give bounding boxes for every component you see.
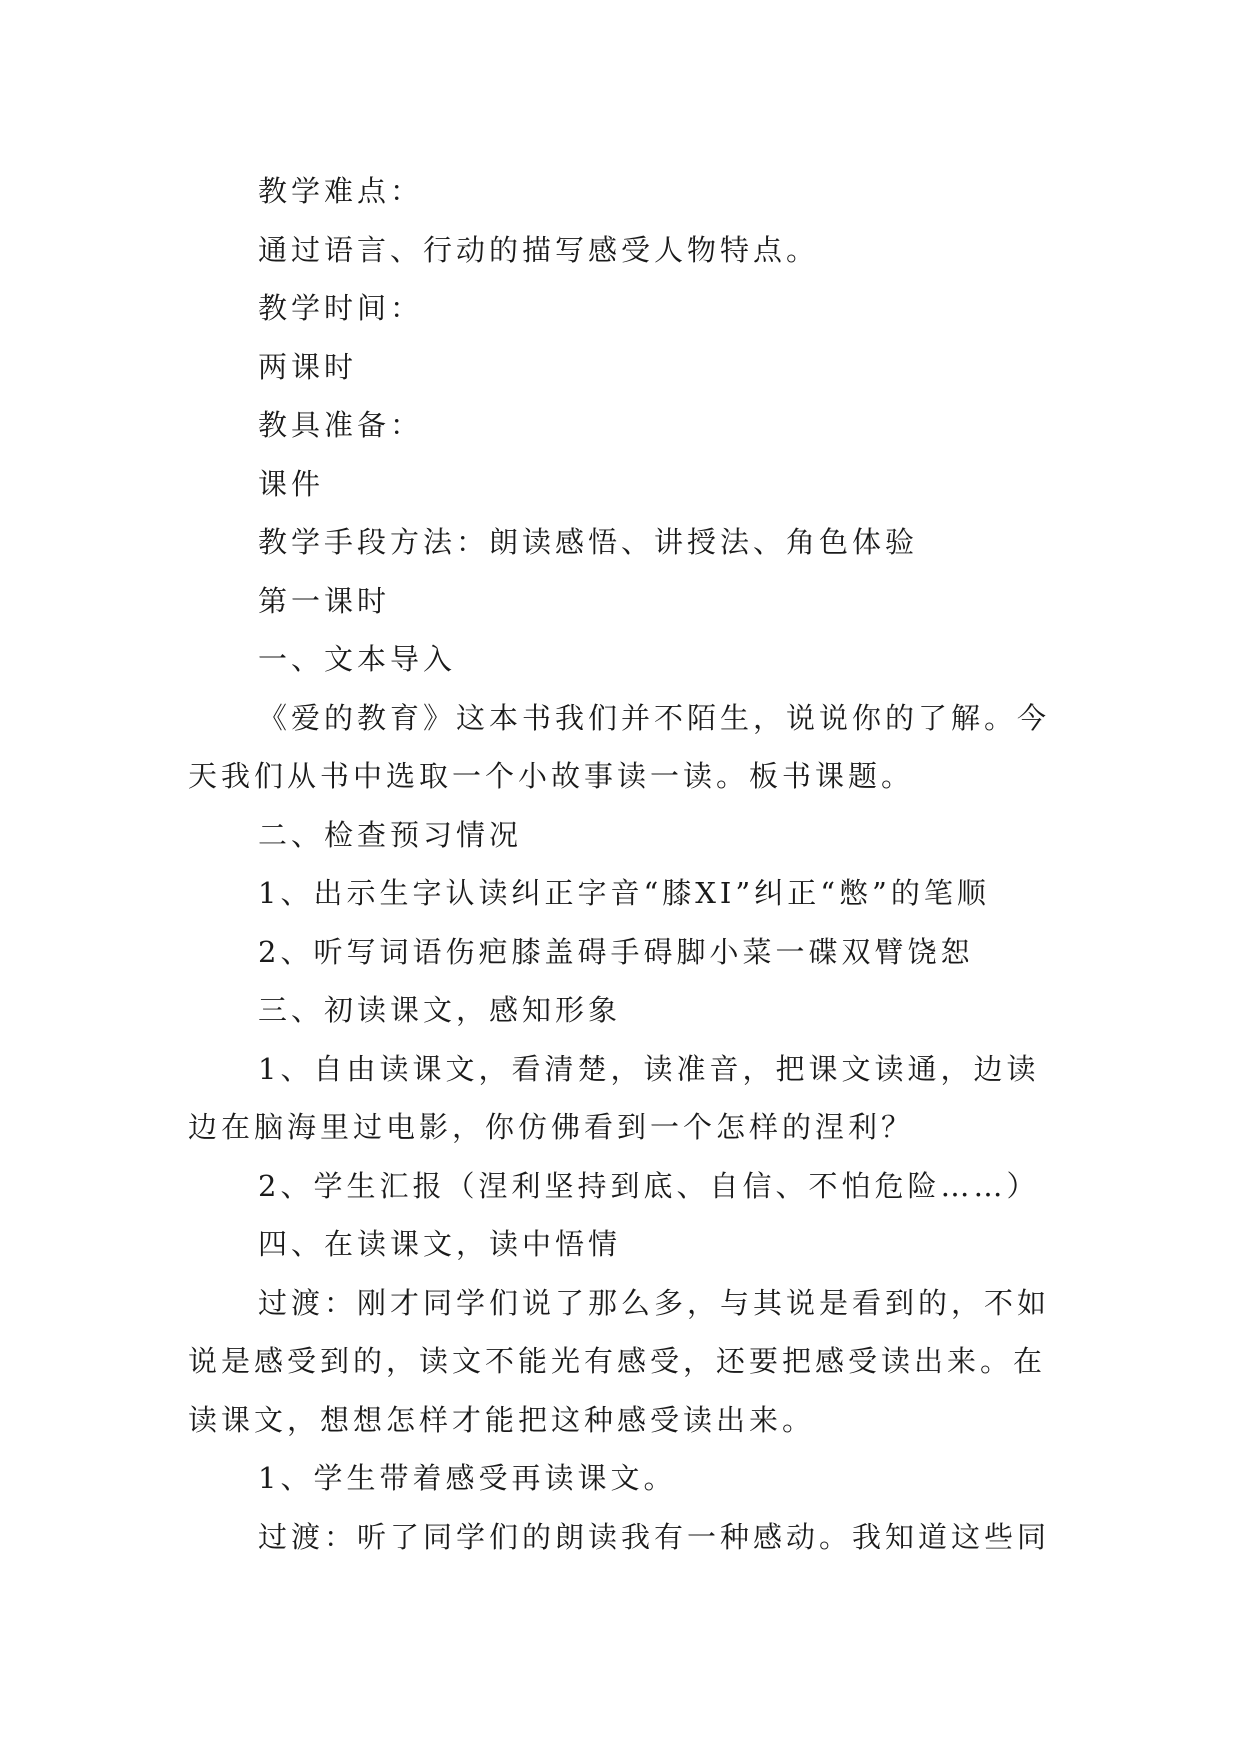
list-item-student-report: 2、学生汇报（涅利坚持到底、自信、不怕危险……） (258, 1168, 1040, 1203)
section-heading-2: 二、检查预习情况 (258, 817, 523, 852)
paragraph-aids-content: 课件 (258, 466, 325, 501)
list-item-dictation: 2、听写词语伤疤膝盖碍手碍脚小菜一碟双臂饶恕 (258, 934, 974, 969)
paragraph-transition-1: 过渡：刚才同学们说了那么多，与其说是看到的，不如说是感受到的，读文不能光有感受，还要把感受读出来。在读课文，想想怎样才能把这种感受读出来。 (188, 1285, 1051, 1437)
section-heading-1: 一、文本导入 (258, 642, 457, 676)
heading-teaching-time: 教学时间： (258, 291, 424, 325)
heading-teaching-aids: 教具准备： (258, 408, 424, 442)
list-item-reread: 1、学生带着感受再读课文。 (258, 1461, 677, 1495)
paragraph-teaching-methods: 教学手段方法：朗读感悟、讲授法、角色体验 (258, 525, 919, 559)
paragraph-difficulty-content: 通过语言、行动的描写感受人物特点。 (258, 232, 820, 267)
heading-first-lesson: 第一课时 (258, 583, 391, 618)
section-heading-3: 三、初读课文，感知形象 (258, 993, 622, 1027)
list-item-character-reading: 1、出示生字认读纠正字音“膝XI”纠正“憋”的笔顺 (258, 876, 990, 910)
section-heading-4: 四、在读课文，读中悟情 (258, 1227, 622, 1261)
paragraph-time-content: 两课时 (258, 349, 358, 384)
paragraph-introduction: 《爱的教育》这本书我们并不陌生，说说你的了解。今天我们从书中选取一个小故事读一读。板书课题。 (188, 700, 1051, 793)
list-item-free-reading: 1、自由读课文，看清楚，读准音，把课文读通，边读边在脑海里过电影，你仿佛看到一个怎样的涅利？ (188, 1051, 1040, 1144)
document-body (188, 162, 1058, 1566)
heading-teaching-difficulty: 教学难点： (258, 174, 424, 208)
paragraph-transition-2: 过渡：听了同学们的朗读我有一种感动。我知道这些同 (258, 1519, 1051, 1554)
